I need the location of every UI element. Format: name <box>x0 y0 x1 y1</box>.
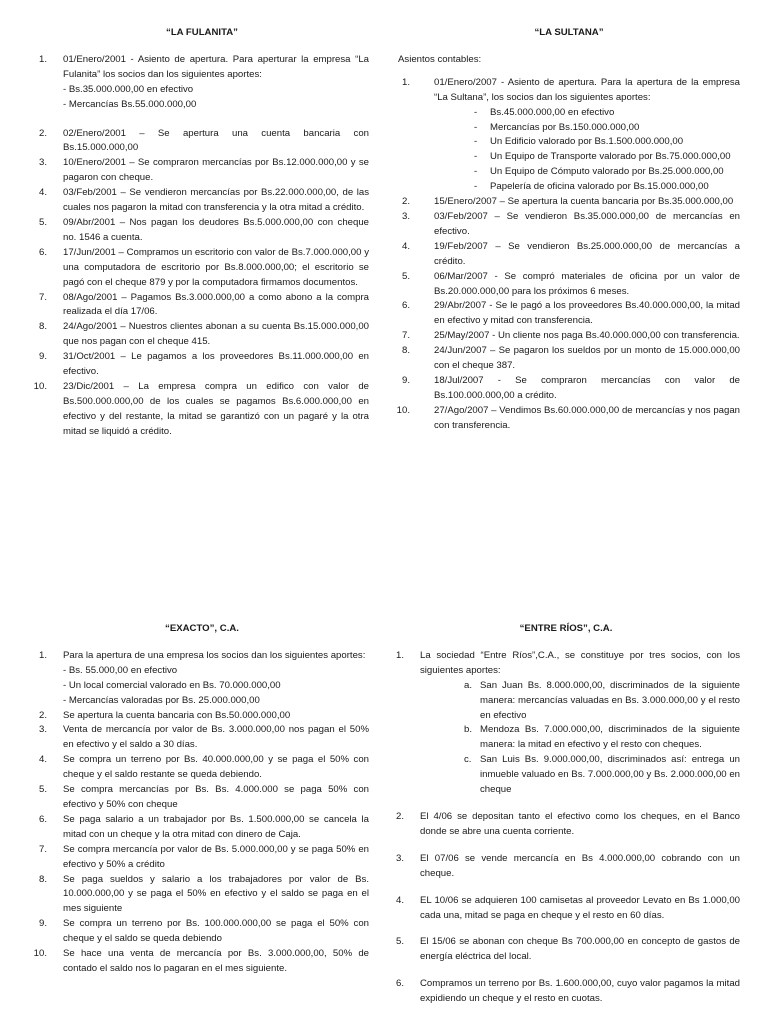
list-item <box>35 320 369 350</box>
item-text: 31/Oct/2001 – Le pagamos a los proveedores Bs.11.000.000,00 en efectivo. <box>63 351 369 378</box>
list-item <box>35 753 369 783</box>
list-item <box>398 374 740 404</box>
item-number: 4. <box>395 894 404 906</box>
item-text: Se compra mercancía por valor de Bs. 5.000.000,00 y se paga 50% en efectivo y 50% a crédito <box>63 843 369 870</box>
item-text: Se compra mercancías por Bs. Bs. 4.000.000 se paga 50% con efectivo y 50% con cheque <box>63 784 369 810</box>
item-text: 17/Jun/2001 – Compramos un escritorio con valor de Bs.7.000.000,00 y una computadora de escritorio por Bs.8.000.000,00; el escritorio se pagó con el cheque 879 y por la computadora firmamos documentos. <box>63 246 369 288</box>
item-number: 3. <box>395 852 404 864</box>
sub-item: - Bs. 55.000,00 en efectivo <box>63 664 178 676</box>
list-item <box>35 246 369 291</box>
sub-item <box>474 106 740 121</box>
sub-list <box>420 679 740 798</box>
item-text: 01/Enero/2001 - Asiento de apertura. Para aperturar la empresa “La Fulanita” los socios dan los siguientes aportes: <box>63 53 369 80</box>
list-item <box>398 76 740 195</box>
list-item <box>392 649 740 798</box>
item-text: 09/Abr/2001 – Nos pagan los deudores Bs.5.000.000,00 con cheque no. 1546 a cuenta. <box>63 216 369 243</box>
exercise-exacto <box>35 622 369 977</box>
exercise-title: “LA SULTANA” <box>534 27 604 38</box>
list-item <box>35 649 369 709</box>
item-text: 23/Dic/2001 – La empresa compra un edifico con valor de Bs.500.000.000,00 de los cuales se pagamos Bs.6.000.000,00 en efectivo y del restante, la mitad se garantizó con un pagaré y la otra mitad se liquidó a crédito. <box>63 380 369 437</box>
sub-item <box>474 135 740 150</box>
item-number: 5. <box>401 270 410 282</box>
sub-list <box>434 106 740 195</box>
item-number: 4. <box>38 187 47 199</box>
list-item <box>398 299 740 329</box>
item-text: 08/Ago/2001 – Pagamos Bs.3.000.000,00 a como abono a la compra realizada el día 17/06. <box>63 291 369 318</box>
list-item <box>35 843 369 873</box>
item-text: El 07/06 se vende mercancía en Bs 4.000.000,00 cobrando con un cheque. <box>420 852 740 879</box>
list-item <box>392 894 740 924</box>
entry-list <box>35 53 369 440</box>
list-item <box>398 404 740 434</box>
list-item <box>35 723 369 753</box>
list-item <box>35 813 369 843</box>
list-item <box>392 852 740 882</box>
bullet-marker: - <box>474 136 478 148</box>
list-item <box>35 709 369 724</box>
item-number: 6. <box>38 813 47 825</box>
list-item <box>392 810 740 840</box>
item-text: Se compra un terreno por Bs. 40.000.000,00 y se paga el 50% con cheque y el saldo restante se queda debiendo. <box>63 754 369 781</box>
item-number: 10. <box>396 404 410 416</box>
item-number: 6. <box>395 978 404 990</box>
list-item <box>35 873 369 918</box>
sub-list <box>63 83 369 113</box>
list-item <box>398 344 740 374</box>
bullet-marker: - <box>474 121 478 133</box>
item-text: Se paga sueldos y salario a los trabajadores por valor de Bs. 10.000.000,00 y se paga el 50% en efectivo y el saldo se paga en el mes siguiente <box>63 873 369 915</box>
sub-item-text: Papelería de oficina valorado por Bs.15.000.000,00 <box>490 181 709 193</box>
intro-text: Asientos contables: <box>398 53 482 65</box>
exercise-title: “EXACTO”, C.A. <box>165 623 239 634</box>
list-item <box>35 380 369 440</box>
item-text: 01/Enero/2007 - Asiento de apertura. Para la apertura de la empresa “La Sultana”, los socios dan los siguientes aportes: <box>434 76 740 103</box>
item-number: 2. <box>38 709 47 721</box>
item-number: 3. <box>38 157 47 169</box>
list-item <box>392 977 740 1007</box>
item-text: Venta de mercancía por valor de Bs. 3.000.000,00 nos pagan el 50% en efectivo y el saldo a 30 días. <box>63 724 369 751</box>
list-item <box>398 210 740 240</box>
item-number: 4. <box>401 240 410 252</box>
item-number: 1. <box>38 53 47 65</box>
item-text: El 15/06 se abonan con cheque Bs 700.000,00 en concepto de gastos de energía eléctrica del local. <box>420 936 740 963</box>
item-number: 8. <box>38 321 47 333</box>
list-item <box>35 216 369 246</box>
item-text: 03/Feb/2001 – Se vendieron mercancías por Bs.22.000.000,00, de las cuales nos pagaron la mitad con transferencia y la otra mitad a crédito. <box>63 187 369 214</box>
bullet-marker: - <box>474 151 478 163</box>
item-text: Para la apertura de una empresa los socios dan los siguientes aportes: <box>63 649 366 661</box>
item-number: 6. <box>401 300 410 312</box>
sub-item-text: San Luis Bs. 9.000.000,00, discriminados así: entrega un inmueble valuado en Bs. 7.000.000,00 y Bs. 2.000.000,00 en cheque <box>480 754 740 796</box>
exercise-title: “LA FULANITA” <box>166 27 238 38</box>
list-item <box>398 329 740 344</box>
sub-item: - Mercancías valoradas por Bs. 25.000.000,00 <box>63 694 260 706</box>
item-number: 10. <box>33 380 47 392</box>
item-text: 25/May/2007 - Un cliente nos paga Bs.40.000.000,00 con transferencia. <box>434 330 740 342</box>
entry-list <box>398 76 740 434</box>
list-item <box>35 186 369 216</box>
entry-list <box>392 649 740 1007</box>
item-number: 2. <box>395 810 404 822</box>
item-text: 10/Enero/2001 – Se compraron mercancías por Bs.12.000.000,00 y se pagaron con cheque. <box>63 157 369 184</box>
sub-item-text: Bs.45.000.000,00 en efectivo <box>490 106 615 118</box>
item-text: Se hace una venta de mercancía por Bs. 3.000.000,00, 50% de contado el saldo nos lo pagaran en el mes siguiente. <box>63 948 369 974</box>
list-item <box>35 127 369 157</box>
exercise-entre-rios <box>392 622 740 1019</box>
exercise-title: “ENTRE RÍOS”, C.A. <box>519 623 613 634</box>
item-number: 2. <box>401 196 410 208</box>
sub-item-text: Un Edificio valorado por Bs.1.500.000.000,00 <box>490 136 684 148</box>
item-number: 6. <box>38 246 47 258</box>
item-number: 8. <box>38 873 47 885</box>
sub-item <box>474 150 740 165</box>
list-item <box>398 240 740 270</box>
item-number: 9. <box>401 374 410 386</box>
item-number: 9. <box>38 918 47 930</box>
entry-list <box>35 649 369 977</box>
sub-item-text: Un Equipo de Cómputo valorado por Bs.25.000.000,00 <box>490 166 724 178</box>
item-text: 27/Ago/2007 – Vendimos Bs.60.000.000,00 de mercancías y nos pagan con transferencia. <box>434 404 740 431</box>
exercise-la-fulanita <box>35 26 369 440</box>
item-number: 5. <box>38 784 47 796</box>
sub-item <box>464 723 740 753</box>
item-text: Compramos un terreno por Bs. 1.600.000,00, cuyo valor pagamos la mitad expidiendo un cheque y el resto en cuotas. <box>420 978 740 1005</box>
item-number: 1. <box>395 649 404 661</box>
item-number: 7. <box>401 330 410 342</box>
item-text: 03/Feb/2007 – Se vendieron Bs.35.000.000,00 de mercancías en efectivo. <box>434 210 740 237</box>
list-item <box>35 291 369 321</box>
item-text: 29/Abr/2007 - Se le pagó a los proveedores Bs.40.000.000,00, la mitad en efectivo y mitad con transferencia. <box>434 300 740 327</box>
sub-item: - Mercancías Bs.55.000.000,00 <box>63 98 197 110</box>
item-number: 4. <box>38 754 47 766</box>
sub-item-letter: c. <box>464 754 472 766</box>
sub-item <box>474 165 740 180</box>
item-number: 5. <box>38 216 47 228</box>
item-number: 8. <box>401 345 410 357</box>
sub-item: - Bs.35.000.000,00 en efectivo <box>63 83 194 95</box>
item-number: 7. <box>38 843 47 855</box>
list-item <box>35 917 369 947</box>
sub-item-text: Mercancías por Bs.150.000.000,00 <box>490 121 640 133</box>
item-number: 5. <box>395 936 404 948</box>
sub-item <box>464 753 740 798</box>
bullet-marker: - <box>474 181 478 193</box>
item-text: 24/Jun/2007 – Se pagaron los sueldos por un monto de 15.000.000,00 con el cheque 387. <box>434 345 740 372</box>
sub-item <box>474 180 740 195</box>
item-text: 06/Mar/2007 - Se compró materiales de oficina por un valor de Bs.20.000.000,00 para los próximos 6 meses. <box>434 270 740 297</box>
bullet-marker: - <box>474 106 478 118</box>
bullet-marker: - <box>474 166 478 178</box>
sub-item-text: San Juan Bs. 8.000.000,00, discriminados de la siguiente manera: mercancías valuadas en Bs. 3.000.000,00 y el resto en efectivo <box>480 679 740 721</box>
item-text: Se paga salario a un trabajador por Bs. 1.500.000,00 se cancela la mitad con un cheque y la otra mitad con dinero de Caja. <box>63 813 369 840</box>
item-number: 3. <box>38 724 47 736</box>
sub-item-letter: b. <box>464 724 473 736</box>
item-text: 02/Enero/2001 – Se apertura una cuenta bancaria con Bs.15.000.000,00 <box>63 127 369 154</box>
item-text: El 4/06 se depositan tanto el efectivo como los cheques, en el Banco donde se abre una cuenta corriente. <box>420 810 740 837</box>
list-item <box>35 156 369 186</box>
item-text: 19/Feb/2007 – Se vendieron Bs.25.000.000,00 de mercancías a crédito. <box>434 240 740 267</box>
list-item <box>398 195 740 210</box>
item-text: 24/Ago/2001 – Nuestros clientes abonan a su cuenta Bs.15.000.000,00 que nos pagan con el cheque 415. <box>63 321 369 348</box>
exercise-la-sultana <box>398 26 740 434</box>
list-item <box>35 947 369 977</box>
sub-list <box>63 664 369 709</box>
sub-item: - Un local comercial valorado en Bs. 70.000.000,00 <box>63 679 281 691</box>
item-text: EL 10/06 se adquieren 100 camisetas al proveedor Levato en Bs 1.000,00 cada una, mitad se paga en cheque y el resto en 60 días. <box>420 894 740 921</box>
item-number: 3. <box>401 210 410 222</box>
item-text: 18/Jul/2007 - Se compraron mercancías con valor de Bs.100.000.000,00 a crédito. <box>434 374 740 401</box>
item-number: 10. <box>33 948 47 960</box>
item-number: 1. <box>38 649 47 661</box>
list-item <box>35 783 369 813</box>
sub-item <box>474 121 740 136</box>
item-number: 1. <box>401 76 410 88</box>
list-item <box>398 270 740 300</box>
sub-item-text: Un Equipo de Transporte valorado por Bs.75.000.000,00 <box>490 151 731 163</box>
item-text: Se apertura la cuenta bancaria con Bs.50.000.000,00 <box>63 709 291 721</box>
sub-item-letter: a. <box>464 679 473 691</box>
list-item <box>392 935 740 965</box>
list-item <box>35 350 369 380</box>
item-number: 9. <box>38 351 47 363</box>
item-text: 15/Enero/2007 – Se apertura la cuenta bancaria por Bs.35.000.000,00 <box>434 196 734 208</box>
item-number: 2. <box>38 127 47 139</box>
item-text: La sociedad “Entre Ríos”,C.A., se constituye por tres socios, con los siguientes aportes: <box>420 649 740 676</box>
sub-item-text: Mendoza Bs. 7.000.000,00, discriminados de la siguiente manera: la mitad en efectivo y el resto con cheques. <box>480 724 740 751</box>
list-item <box>35 53 369 113</box>
sub-item <box>464 679 740 724</box>
item-text: Se compra un terreno por Bs. 100.000.000,00 se paga el 50% con cheque y el saldo se queda debiendo <box>63 918 369 945</box>
item-number: 7. <box>38 291 47 303</box>
